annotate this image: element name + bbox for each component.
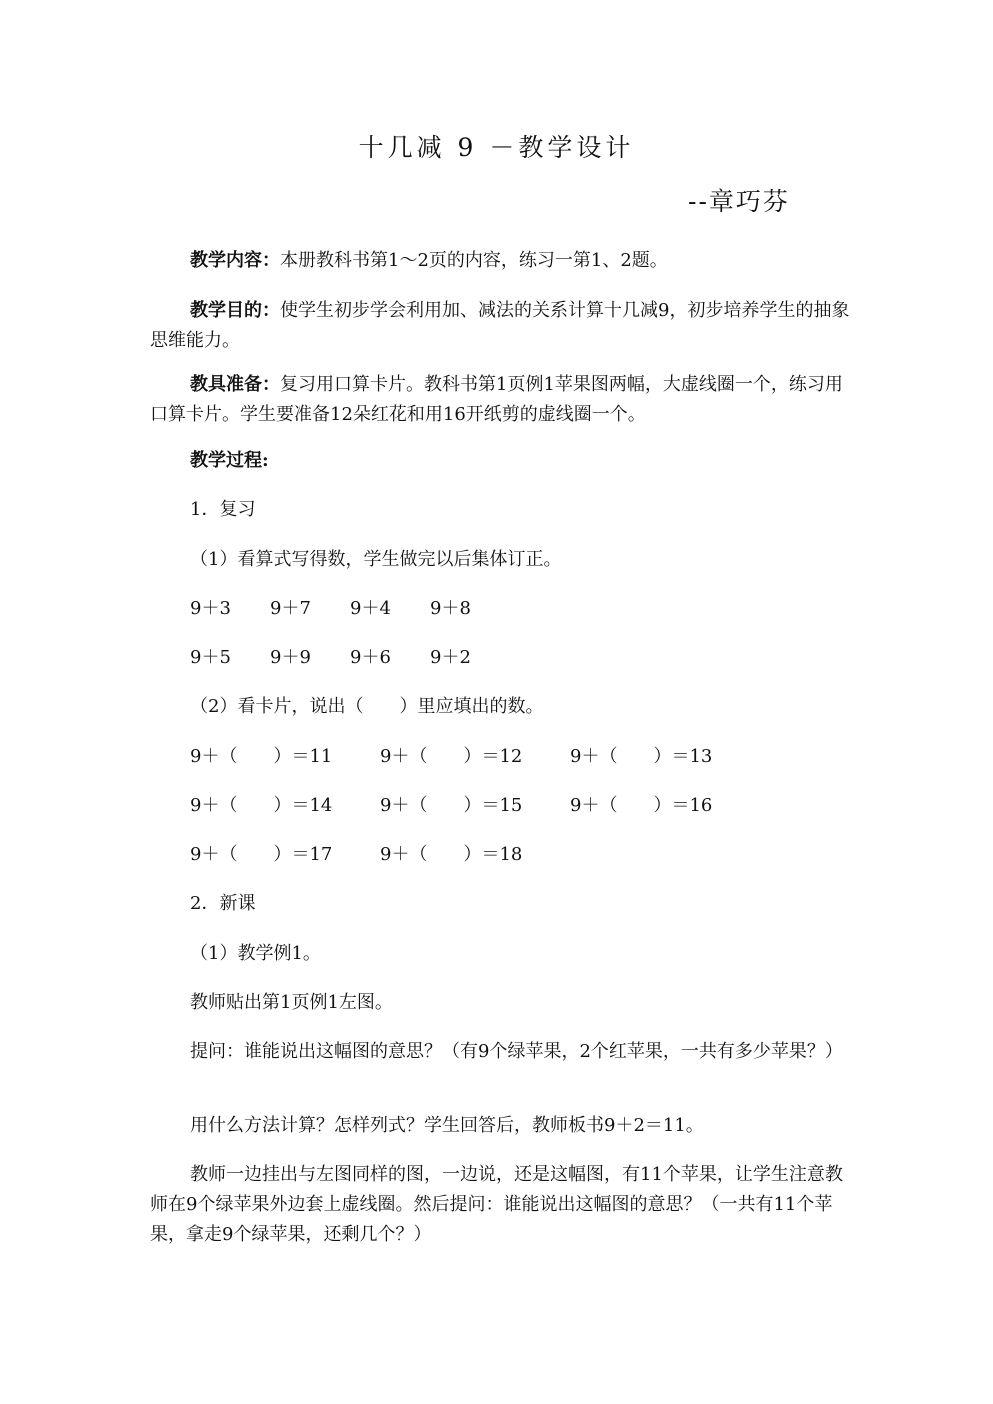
newlesson-p4: 教师一边挂出与左图同样的图，一边说，还是这幅图，有11个苹果，让学生注意教师在9个绿苹果外边套上虚线圈。然后提问：谁能说出这幅图的意思？（一共有11个苹果，拿走9个绿苹果，还剩几个？）: [150, 1164, 843, 1245]
author-name: --章巧芬: [688, 187, 790, 216]
fill-item: 9＋（ ）＝17: [190, 844, 333, 865]
equation-item: 9＋6: [350, 647, 391, 668]
equation-item: 9＋8: [430, 598, 471, 619]
purpose-text: 使学生初步学会利用加、减法的关系计算十几减9，初步培养学生的抽象思维能力。: [150, 300, 850, 351]
newlesson-p3: 用什么方法计算？怎样列式？学生回答后，教师板书9＋2＝11。: [190, 1115, 704, 1136]
fill-item: 9＋（ ）＝16: [570, 795, 713, 816]
review-part1: （1）看算式写得数，学生做完以后集体订正。: [190, 549, 562, 570]
process-label: 教学过程:: [190, 450, 269, 471]
tools-paragraph: [150, 370, 850, 430]
tools-label: 教具准备：: [190, 374, 280, 395]
review-part2: （2）看卡片，说出（ ）里应填出的数。: [190, 696, 544, 717]
newlesson-heading: 2．新课: [190, 893, 256, 914]
purpose-paragraph: [150, 296, 850, 356]
content-paragraph: [150, 246, 850, 276]
content-label: 教学内容：: [190, 250, 280, 271]
fill-item: 9＋（ ）＝12: [380, 746, 523, 767]
newlesson-p1: 教师贴出第1页例1左图。: [190, 992, 393, 1013]
equation-item: 9＋2: [430, 647, 471, 668]
fill-item: 9＋（ ）＝14: [190, 795, 333, 816]
content-text: 本册教科书第1～2页的内容，练习一第1、2题。: [280, 250, 668, 271]
review-heading: 1．复习: [190, 499, 256, 520]
equation-item: 9＋5: [190, 647, 231, 668]
equation-item: 9＋3: [190, 598, 231, 619]
fill-item: 9＋（ ）＝13: [570, 746, 713, 767]
equation-item: 9＋9: [270, 647, 311, 668]
fill-item: 9＋（ ）＝18: [380, 844, 523, 865]
newlesson-part1: （1）教学例1。: [190, 943, 321, 964]
fill-item: 9＋（ ）＝15: [380, 795, 523, 816]
purpose-label: 教学目的：: [190, 300, 280, 321]
page-title: 十几减 9 －教学设计: [358, 133, 635, 162]
equation-item: 9＋4: [350, 598, 391, 619]
equation-item: 9＋7: [270, 598, 311, 619]
newlesson-p2: 提问：谁能说出这幅图的意思？（有9个绿苹果，2个红苹果，一共有多少苹果？）: [190, 1041, 843, 1062]
tools-text: 复习用口算卡片。教科书第1页例1苹果图两幅，大虚线圈一个，练习用口算卡片。学生要准备12朵红花和用16开纸剪的虚线圈一个。: [150, 374, 843, 425]
fill-item: 9＋（ ）＝11: [190, 746, 333, 767]
